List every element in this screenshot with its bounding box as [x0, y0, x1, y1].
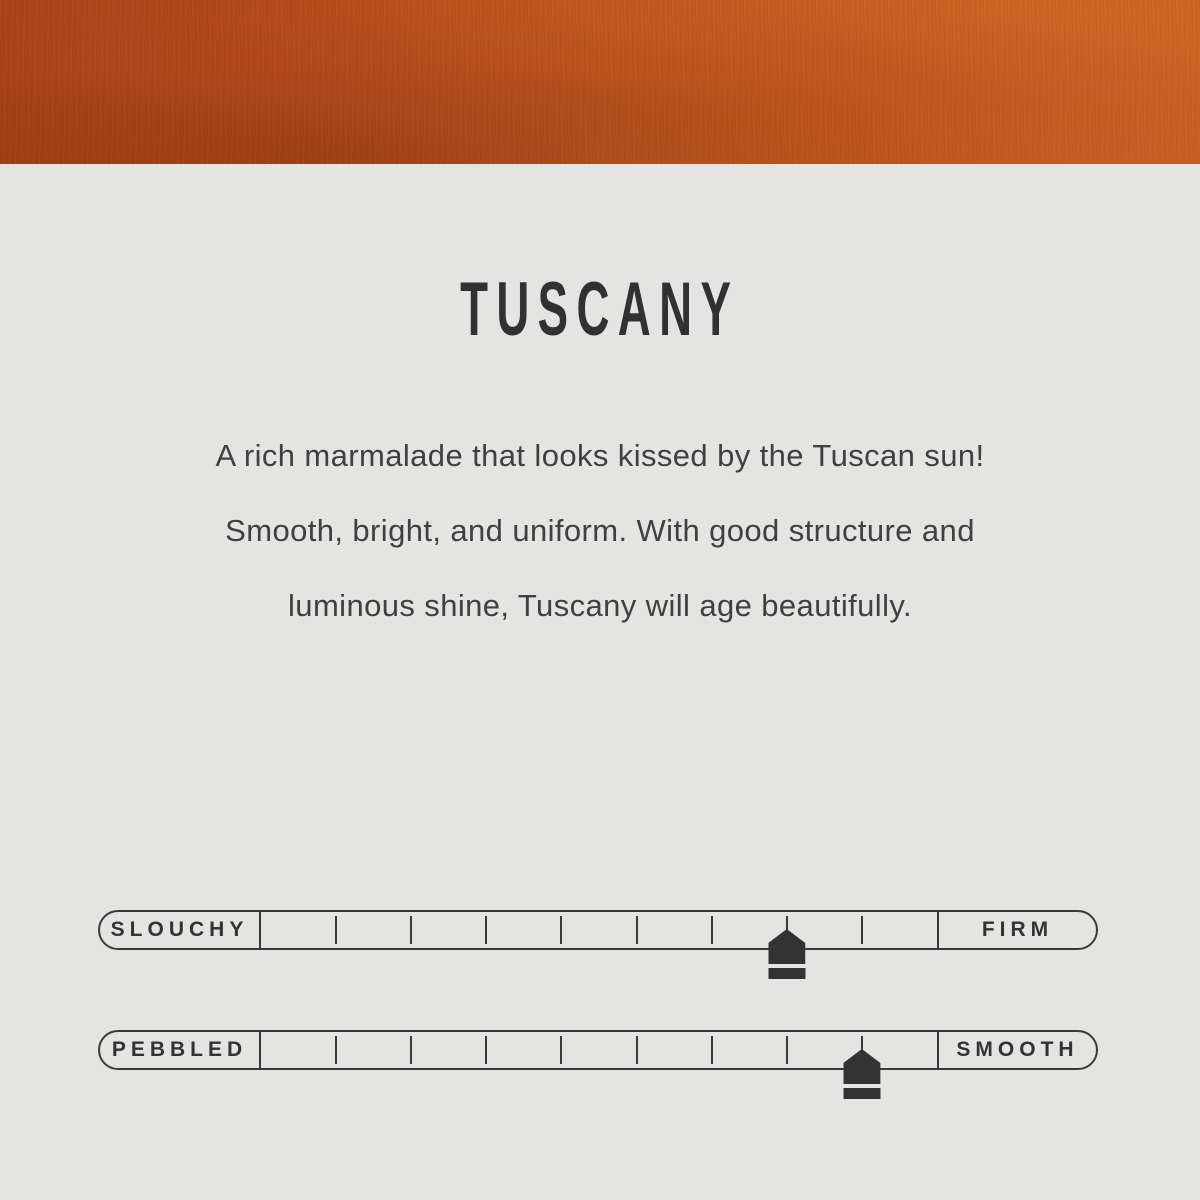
description-line: Smooth, bright, and uniform. With good structure and [225, 513, 975, 548]
tick-mark [861, 916, 863, 944]
scale-track [261, 912, 937, 948]
page-title: TUSCANY [460, 267, 740, 352]
leather-swatch-image [0, 0, 1200, 164]
title-row [0, 267, 1200, 352]
tick-mark [636, 1036, 638, 1064]
tick-mark [560, 916, 562, 944]
color-description [0, 418, 1200, 643]
scale-left-label: SLOUCHY [100, 912, 261, 948]
tick-mark [786, 1036, 788, 1064]
scale-marker [843, 1049, 880, 1099]
tick-mark [335, 916, 337, 944]
tick-mark [636, 916, 638, 944]
tick-mark [711, 916, 713, 944]
scale-right-label: SMOOTH [937, 1032, 1096, 1068]
scale-right-label: FIRM [937, 912, 1096, 948]
marker-pointer-icon [768, 929, 805, 964]
description-line: luminous shine, Tuscany will age beautifully. [288, 588, 912, 623]
tick-mark [485, 916, 487, 944]
tick-mark [335, 1036, 337, 1064]
tick-mark [711, 1036, 713, 1064]
structure-scale [98, 910, 1098, 950]
scale-left-label: PEBBLED [100, 1032, 261, 1068]
tick-mark [410, 916, 412, 944]
scale-marker [768, 929, 805, 979]
description-line: A rich marmalade that looks kissed by the Tuscan sun! [215, 438, 985, 473]
marker-base [768, 968, 805, 979]
tick-mark [485, 1036, 487, 1064]
marker-pointer-icon [843, 1049, 880, 1084]
texture-scale [98, 1030, 1098, 1070]
marker-base [843, 1088, 880, 1099]
tick-mark [560, 1036, 562, 1064]
scale-track [261, 1032, 937, 1068]
tick-mark [410, 1036, 412, 1064]
